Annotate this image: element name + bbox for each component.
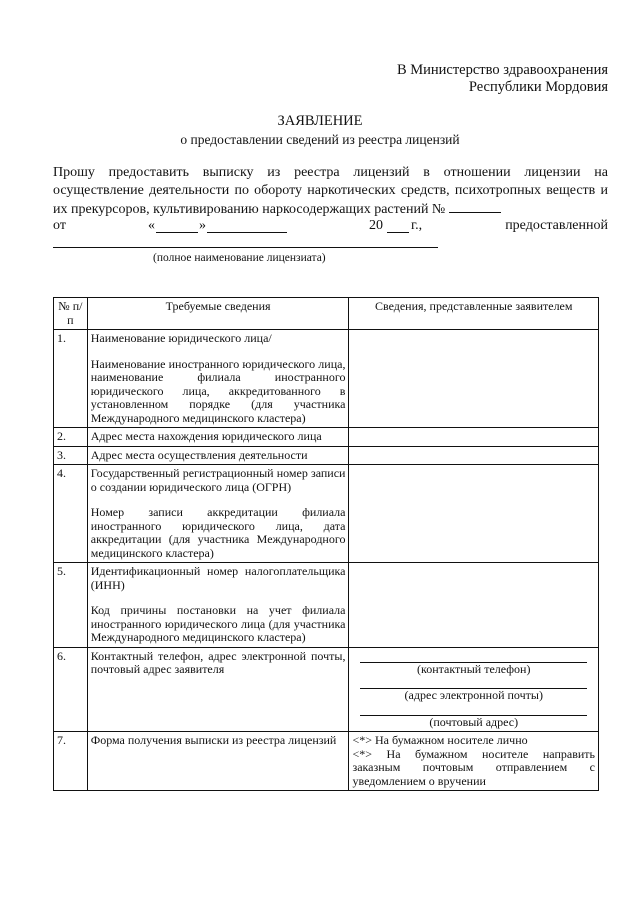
row-required-info: Адрес места осуществления деятельности <box>87 446 349 465</box>
row-required-info: Адрес места нахождения юридического лица <box>87 428 349 447</box>
table-row <box>54 563 599 648</box>
date-open-quote: « <box>148 218 155 233</box>
delivery-options-cell <box>349 732 599 791</box>
email-caption: (адрес электронной почты) <box>404 688 543 702</box>
contact-fields-cell <box>349 647 599 732</box>
year-suffix: г., <box>411 218 423 233</box>
row-text: Наименование юридического лица/ <box>90 331 272 345</box>
table-row <box>54 732 599 791</box>
license-number-field[interactable] <box>449 200 501 213</box>
year-prefix: 20 <box>369 218 383 233</box>
row-text: Государственный регистрационный номер записи о создании юридического лица (ОГРН) <box>90 466 346 494</box>
date-close-quote: » <box>199 218 206 233</box>
licensee-name-caption: (полное наименование лицензиата) <box>153 252 326 264</box>
row-num: 3. <box>54 446 88 465</box>
table-row <box>54 465 599 563</box>
row-num: 4. <box>54 465 88 563</box>
table-row <box>54 428 599 447</box>
row-required-info: Форма получения выписки из реестра лицензий <box>87 732 349 791</box>
information-table <box>53 297 599 791</box>
header-required: Требуемые сведения <box>87 298 349 330</box>
document-subtitle: о предоставлении сведений из реестра лицензий <box>180 132 460 147</box>
applicant-value-cell[interactable] <box>349 428 599 447</box>
row-num: 7. <box>54 732 88 791</box>
date-day-field[interactable] <box>156 220 198 233</box>
provided-label: предоставленной <box>505 218 608 233</box>
table-row <box>54 330 599 428</box>
row-required-info: Контактный телефон, адрес электронной почты, почтовый адрес заявителя <box>87 647 349 732</box>
date-month-field[interactable] <box>207 220 287 233</box>
header-applicant: Сведения, представленные заявителем <box>349 298 599 330</box>
request-text: Прошу предоставить выписку из реестра лицензий в отношении лицензии на осуществление деятельности по обороту наркотических средств, психотропных веществ и их прекурсоров, культивированию наркосодержащих растений № <box>53 165 608 217</box>
row-num: 2. <box>54 428 88 447</box>
applicant-value-cell[interactable] <box>349 446 599 465</box>
row-num: 1. <box>54 330 88 428</box>
row-text: Наименование иностранного юридического лица, наименование филиала иностранного юридического лица, аккредитованного в установленном порядке (для участника Международного медицинского кластера) <box>90 356 346 425</box>
addressee-line-1: В Министерство здравоохранения <box>396 62 608 78</box>
document-title: ЗАЯВЛЕНИЕ <box>277 113 363 129</box>
applicant-value-cell[interactable] <box>349 563 599 648</box>
addressee-block <box>397 62 608 96</box>
row-text: Номер записи аккредитации филиала иностранного юридического лица, дата аккредитации (для участника Международного медицинского кластера) <box>90 505 346 560</box>
row-text: Идентификационный номер налогоплательщика (ИНН) <box>90 564 346 592</box>
applicant-value-cell[interactable] <box>349 330 599 428</box>
date-year-field[interactable] <box>387 220 409 233</box>
table-row <box>54 446 599 465</box>
request-paragraph <box>53 164 608 219</box>
row-required-info <box>87 465 349 563</box>
delivery-option-in-person[interactable]: <*> На бумажном носителе лично <box>352 733 528 747</box>
row-num: 6. <box>54 647 88 732</box>
applicant-value-cell[interactable] <box>349 465 599 563</box>
licensee-name-field[interactable] <box>53 247 438 248</box>
contact-phone-caption: (контактный телефон) <box>417 661 531 676</box>
delivery-option-registered-mail[interactable]: <*> На бумажном носителе направить заказным почтовым отправлением с уведомлением о вручении <box>352 746 595 788</box>
row-text: Код причины постановки на учет филиала иностранного юридического лица (для участника Международного медицинского кластера) <box>90 603 346 644</box>
table-header-row <box>54 298 599 330</box>
row-required-info <box>87 563 349 648</box>
from-label: от <box>53 218 66 233</box>
table-row <box>54 647 599 732</box>
header-num: № п/п <box>54 298 88 330</box>
row-required-info <box>87 330 349 428</box>
date-line <box>53 218 608 236</box>
row-num: 5. <box>54 563 88 648</box>
postal-address-caption: (почтовый адрес) <box>429 714 519 729</box>
addressee-line-2: Республики Мордовия <box>468 79 608 95</box>
